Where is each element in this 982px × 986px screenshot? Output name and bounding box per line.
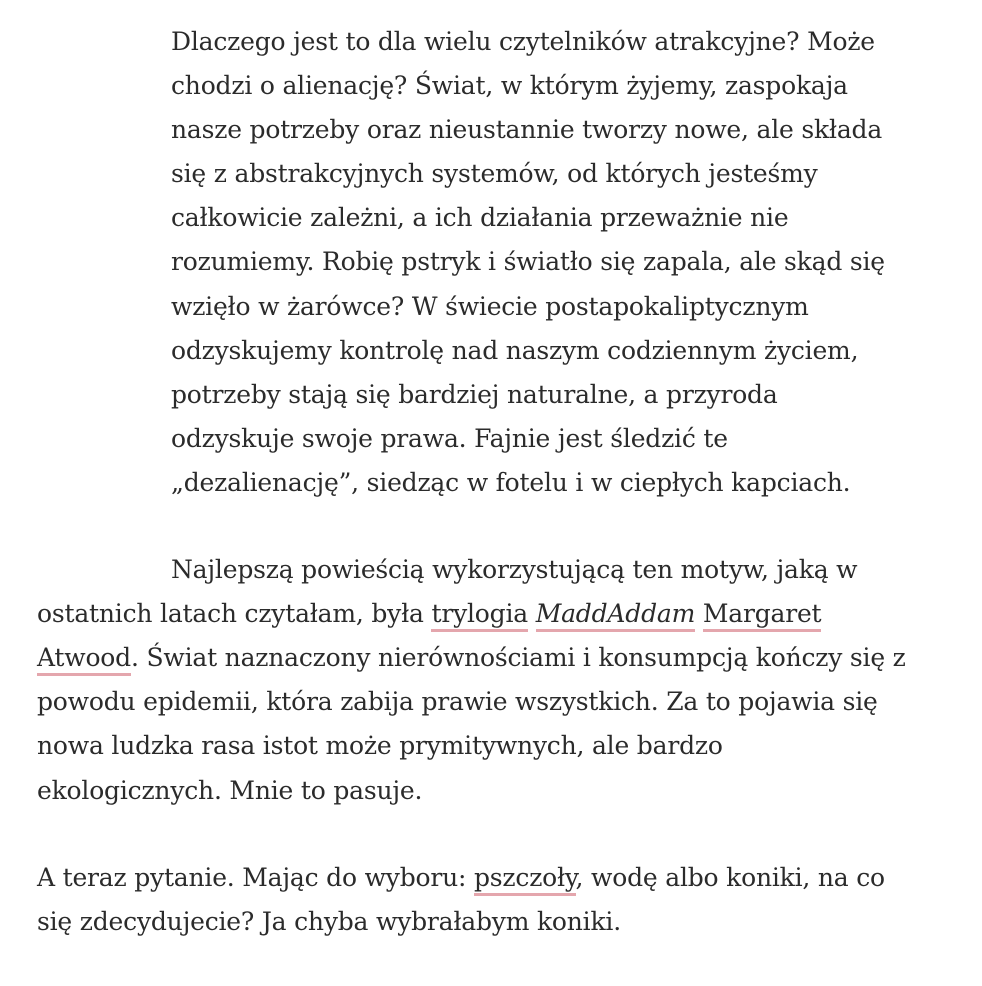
link-trylogia[interactable]: trylogia [431,599,527,632]
paragraph-question-intro: A teraz pytanie. Mając do wyboru: [37,862,474,892]
paragraph-alienation [37,20,907,505]
paragraph-question-rest: , wodę albo koniki, na co się zdecydujecie? Ja chyba wybrałabym koniki. [37,862,885,936]
link-margaret-atwood[interactable]: Margaret Atwood [37,599,821,676]
link-pszczoly[interactable]: pszczoły [474,863,576,896]
paragraph-alienation-text: Dlaczego jest to dla wielu czytelników atrakcyjne? Może chodzi o alienację? Świat, w którym żyjemy, zaspokaja nasze potrzeby oraz nieustannie tworzy nowe, ale składa się z abstrakcyjnych systemów, od których jesteśmy całkowicie zależni, a ich działania przeważnie nie rozumiemy. Robię pstryk i światło się zapala, ale skąd się wzięło w żarówce? W świecie postapokaliptycznym odzyskujemy kontrolę nad naszym codziennym życiem, potrzeby stają się bardziej naturalne, a przyroda odzyskuje swoje prawa. Fajnie jest śledzić te „dezalienację”, siedząc w fotelu i w ciepłych kapciach. [171,27,885,497]
paragraph-maddaddam-intro: Najlepszą powieścią wykorzystującą ten motyw, jaką w ostatnich latach czytałam, była [37,555,858,629]
paragraph-maddaddam [37,548,907,813]
article-body [37,20,907,944]
link-maddaddam[interactable] [536,599,695,632]
paragraph-question [37,856,907,944]
paragraph-maddaddam-rest: . Świat naznaczony nierównościami i konsumpcją kończy się z powodu epidemii, która zabija prawie wszystkich. Za to pojawia się nowa ludzka rasa istot może prymitywnych, ale bardzo ekologicznych. Mnie to pasuje. [37,643,906,805]
book-title: MaddAddam [535,599,696,629]
